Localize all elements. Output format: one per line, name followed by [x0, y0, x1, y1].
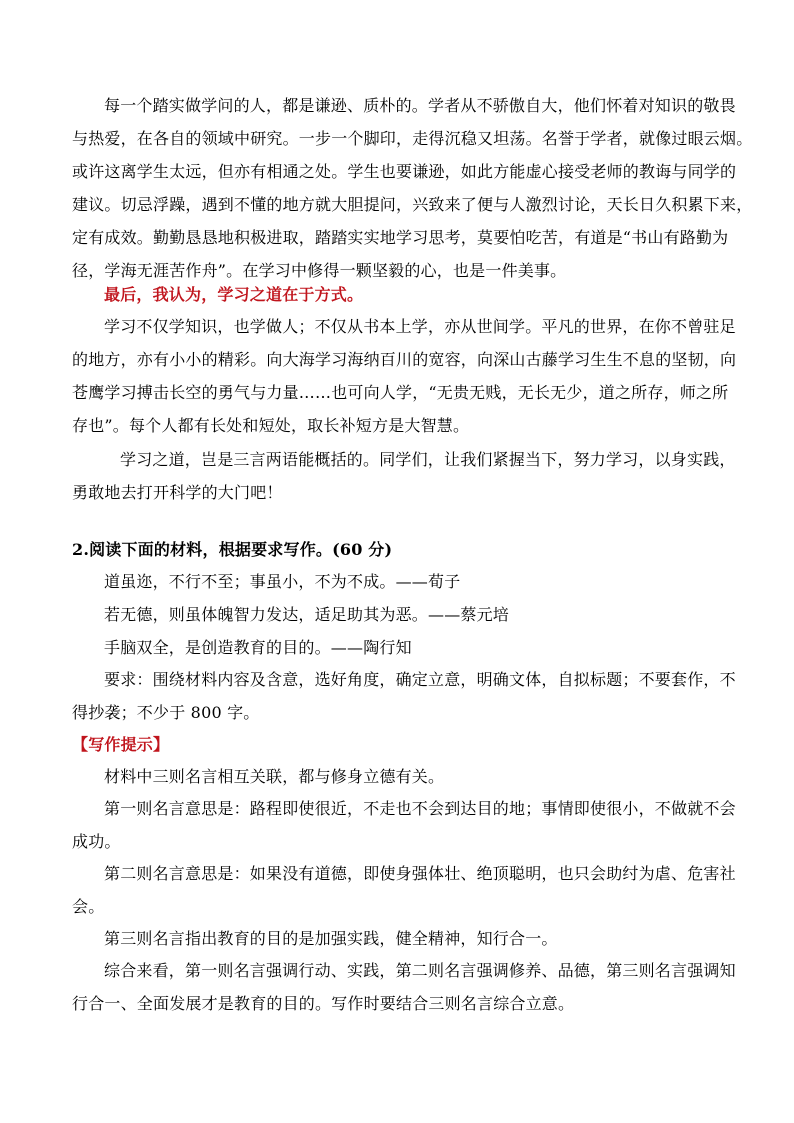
- tip-line-3: 成功。: [72, 832, 121, 851]
- tip-line-2: 第一则名言意思是：路程即使很近，不走也不会到达目的地；事情即使很小，不做就不会: [104, 799, 736, 818]
- requirement-line-2: 得抄袭；不少于 800 字。: [72, 703, 260, 722]
- essay-p2-line-2: 的地方，亦有小小的精彩。向大海学习海纳百川的宽容，向深山古藤学习生生不息的坚韧，向: [72, 350, 737, 369]
- tip-line-6: 第三则名言指出教育的目的是加强实践，健全精神，知行合一。: [104, 929, 558, 948]
- essay-p1-line-5: 定有成效。勤勤恳恳地积极进取，踏踏实实地学习思考，莫要怕吃苦，有道是“书山有路勤为: [72, 228, 729, 247]
- essay-p2-line-1: 学习不仅学知识，也学做人；不仅从书本上学，亦从世间学。平凡的世界，在你不曾驻足: [104, 317, 736, 336]
- essay-p1-line-2: 与热爱，在各自的领域中研究。一步一个脚印，走得沉稳又坦荡。名誉于学者，就像过眼云烟。: [72, 129, 753, 148]
- essay-p3-line-1: 学习之道，岂是三言两语能概括的。同学们，让我们紧握当下，努力学习，以身实践，: [120, 450, 736, 469]
- essay-p1-line-3: 或许这离学生太远，但亦有相通之处。学生也要谦逊，如此方能虚心接受老师的教诲与同学的: [72, 162, 737, 181]
- essay-p1-line-1: 每一个踏实做学问的人，都是谦逊、质朴的。学者从不骄傲自大，他们怀着对知识的敬畏: [104, 96, 736, 115]
- writing-tip-label: 【写作提示】: [72, 735, 170, 754]
- requirement-line-1: 要求：围绕材料内容及含意，选好角度，确定立意，明确文体，自拟标题；不要套作，不: [104, 670, 736, 689]
- tip-line-5: 会。: [72, 897, 105, 916]
- essay-p2-line-4: 存也”。每个人都有长处和短处，取长补短方是大智慧。: [72, 416, 470, 435]
- essay-red-heading: 最后，我认为，学习之道在于方式。: [104, 285, 364, 304]
- essay-p3-line-2: 勇敢地去打开科学的大门吧！: [72, 483, 283, 502]
- essay-p1-line-4: 建议。切忌浮躁，遇到不懂的地方就大胆提问，兴致来了便与人激烈讨论，天长日久积累下来，: [72, 195, 753, 214]
- tip-line-4: 第二则名言意思是：如果没有道德，即使身强体壮、绝顶聪明，也只会助纣为虐、危害社: [104, 864, 736, 883]
- question-2-title: 2.阅读下面的材料，根据要求写作。(60 分): [72, 540, 393, 559]
- quote-cai-yuanpei: 若无德，则虽体魄智力发达，适足助其为恶。——蔡元培: [104, 605, 510, 624]
- tip-line-8: 行合一、全面发展才是教育的目的。写作时要结合三则名言综合立意。: [72, 994, 575, 1013]
- tip-line-7: 综合来看，第一则名言强调行动、实践，第二则名言强调修养、品德，第三则名言强调知: [104, 961, 736, 980]
- essay-p2-line-3: 苍鹰学习搏击长空的勇气与力量……也可向人学，“无贵无贱，无长无少，道之所存，师之所: [72, 383, 729, 402]
- quote-tao-xingzhi: 手脑双全，是创造教育的目的。——陶行知: [104, 638, 412, 657]
- tip-line-1: 材料中三则名言相互关联，都与修身立德有关。: [104, 767, 445, 786]
- essay-p1-line-6: 径，学海无涯苦作舟”。在学习中修得一颗坚毅的心，也是一件美事。: [72, 261, 567, 280]
- quote-xunzi: 道虽迩，不行不至；事虽小，不为不成。——荀子: [104, 572, 461, 591]
